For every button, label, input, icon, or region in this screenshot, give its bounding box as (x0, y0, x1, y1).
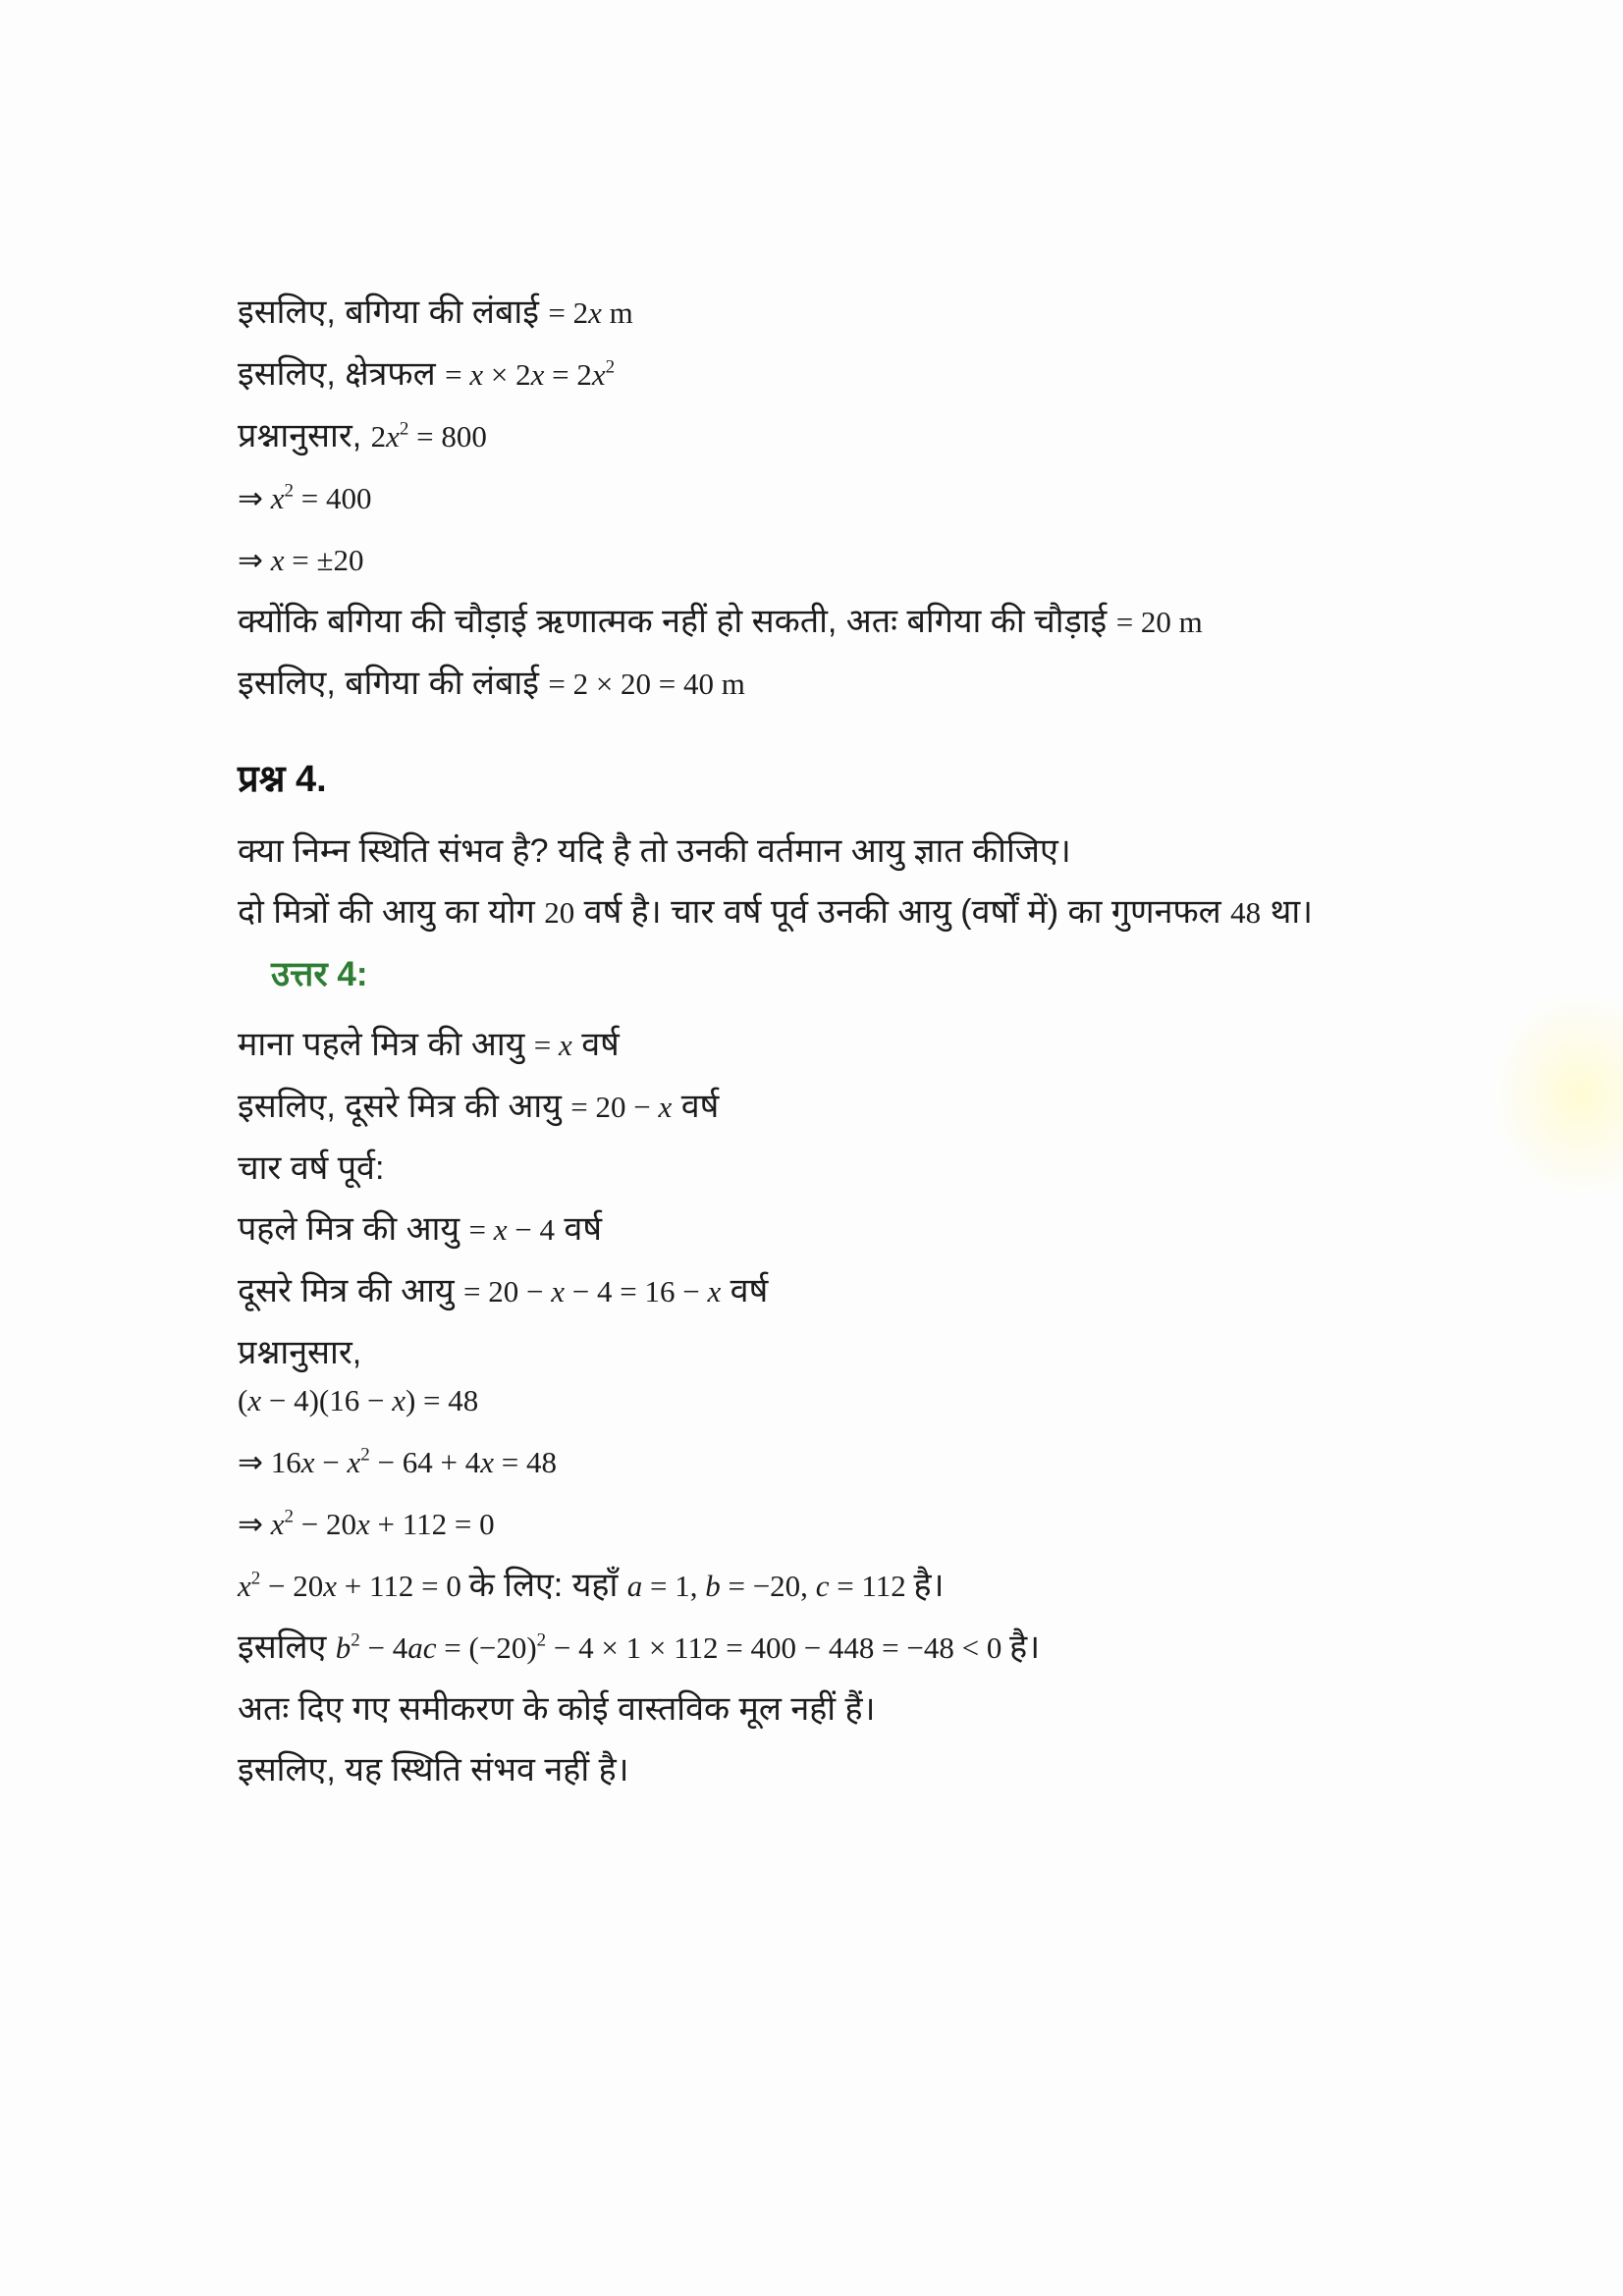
math-segment: ⇒ (238, 543, 271, 577)
math-segment: x (588, 295, 602, 330)
text-line (238, 1378, 1574, 1422)
text-segment: था। (1261, 893, 1314, 931)
math-segment: x (347, 1445, 361, 1479)
math-segment: = 2 (548, 295, 589, 330)
text-line (238, 1687, 1574, 1731)
math-segment: ) = 48 (405, 1383, 479, 1417)
text-segment: प्रश्नानुसार, (238, 417, 371, 454)
math-segment: b (705, 1569, 721, 1603)
text-segment: वर्ष (721, 1272, 769, 1309)
math-segment: − 4 × 1 × 112 = 400 − 448 = −48 < 0 (546, 1630, 1010, 1665)
math-segment: = 400 (294, 481, 372, 515)
answer4-body (238, 1023, 1574, 1791)
text-line (238, 1440, 1574, 1484)
text-segment: चार वर्ष पूर्व: (238, 1149, 385, 1187)
math-segment: x (355, 1507, 370, 1541)
math-segment: ⇒ 16 (238, 1445, 301, 1479)
math-segment: m (601, 295, 633, 330)
math-segment: x (707, 1274, 722, 1308)
math-segment: = 112 (829, 1569, 914, 1603)
math-segment: = (−20) (436, 1630, 537, 1665)
text-segment: इसलिए, बगिया की लंबाई (238, 665, 549, 702)
math-segment: = (468, 1212, 494, 1247)
math-segment: = 48 (493, 1445, 557, 1479)
text-segment: पहले मित्र की आयु (238, 1210, 469, 1248)
math-segment: x (480, 1445, 494, 1479)
math-segment: x (591, 357, 606, 392)
math-segment: x (386, 419, 400, 454)
text-segment: वर्ष है। चार वर्ष पूर्व उनकी आयु (वर्षों में) का गुणनफल (574, 893, 1231, 931)
math-segment: x (270, 543, 285, 577)
math-segment: x (392, 1383, 406, 1417)
text-segment: वर्ष (672, 1088, 720, 1125)
math-segment: = 800 (408, 419, 487, 454)
text-line (238, 414, 1574, 458)
text-segment: क्या निम्न स्थिति संभव है? यदि है तो उनकी वर्तमान आयु ज्ञात कीजिए। (238, 832, 1071, 870)
document-content (238, 291, 1574, 1809)
math-segment: 2 (536, 1629, 547, 1651)
math-segment: × 2 (483, 357, 531, 392)
text-line (238, 1564, 1574, 1608)
math-segment: x (300, 1445, 315, 1479)
text-line (238, 352, 1574, 397)
math-segment: x (658, 1090, 673, 1124)
text-line (238, 291, 1574, 335)
math-segment: = 2 × 20 = 40 m (548, 667, 745, 701)
text-segment: माना पहले मित्र की आयु (238, 1026, 534, 1063)
math-segment: 20 (544, 895, 575, 930)
text-segment: वर्ष (554, 1210, 602, 1248)
math-segment: 2 (250, 1568, 261, 1589)
solution3-continuation (238, 291, 1574, 706)
math-segment: − 4 = 16 − (565, 1274, 708, 1308)
math-segment: = −20, (720, 1569, 816, 1603)
math-segment: 2 (370, 419, 387, 454)
text-line (238, 1331, 1574, 1374)
text-segment: क्योंकि बगिया की चौड़ाई ऋणात्मक नहीं हो सकती, अतः बगिया की चौड़ाई (238, 603, 1116, 640)
text-line (238, 1207, 1574, 1252)
math-segment: + 112 = 0 (337, 1569, 469, 1603)
math-segment: 48 (1230, 895, 1262, 930)
math-segment: = 20 − (570, 1090, 659, 1124)
text-segment: इसलिए, बगिया की लंबाई (238, 294, 549, 331)
math-segment: = 1, (642, 1569, 706, 1603)
math-segment: 2 (351, 1629, 360, 1651)
text-segment: दो मित्रों की आयु का योग (238, 893, 545, 931)
text-segment: वर्ष (571, 1026, 620, 1063)
math-segment: b (335, 1630, 352, 1665)
text-line (238, 1269, 1574, 1313)
math-segment: − 4)(16 − (261, 1383, 393, 1417)
text-line (238, 1502, 1574, 1546)
math-segment: = ±20 (284, 543, 364, 577)
math-segment: 2 (284, 1506, 294, 1527)
math-segment: x (270, 481, 285, 515)
text-segment: है। (913, 1567, 945, 1604)
math-segment: 2 (284, 480, 294, 502)
math-segment: 2 (360, 1444, 370, 1466)
math-segment: − 64 + 4 (369, 1445, 481, 1479)
text-segment: इसलिए, दूसरे मित्र की आयु (238, 1088, 571, 1125)
text-line (238, 1085, 1574, 1129)
question4-heading: प्रश्न 4. (238, 759, 327, 800)
math-segment: x (551, 1274, 566, 1308)
math-segment: 2 (399, 418, 409, 440)
math-segment: 2 (605, 356, 616, 378)
text-line (238, 1023, 1574, 1067)
text-line (238, 1748, 1574, 1791)
math-segment: x (559, 1028, 572, 1062)
math-segment: x (323, 1569, 338, 1603)
math-segment: − 20 (260, 1569, 324, 1603)
math-segment: x (469, 357, 484, 392)
math-segment: = 2 (544, 357, 592, 392)
question4-body (238, 829, 1574, 934)
math-segment: ( (238, 1383, 248, 1417)
math-segment: x (238, 1569, 251, 1603)
text-segment: प्रश्नानुसार, (238, 1334, 362, 1371)
math-segment: = 20 − (463, 1274, 552, 1308)
text-line (238, 476, 1574, 520)
text-line (238, 1147, 1574, 1190)
answer4-heading: उत्तर 4: (271, 955, 368, 993)
math-segment: x (493, 1212, 508, 1247)
math-segment: = 20 m (1115, 605, 1203, 639)
math-segment: c (815, 1569, 830, 1603)
text-segment: है। (1009, 1629, 1041, 1666)
text-line (238, 600, 1574, 644)
math-segment: + 112 = 0 (369, 1507, 495, 1541)
math-segment: − 20 (294, 1507, 356, 1541)
math-segment: − (314, 1445, 348, 1479)
text-line (238, 662, 1574, 706)
math-segment: x (247, 1383, 262, 1417)
math-segment: a (626, 1569, 643, 1603)
text-segment: इसलिए (238, 1629, 336, 1666)
math-segment: x (270, 1507, 285, 1541)
math-segment: = (533, 1028, 559, 1062)
math-segment: ⇒ (238, 481, 271, 515)
math-segment: ⇒ (238, 1507, 271, 1541)
math-segment: = (445, 357, 470, 392)
math-segment: − 4 (507, 1212, 555, 1247)
text-line (238, 890, 1574, 934)
text-line (238, 538, 1574, 582)
math-segment: x (530, 357, 545, 392)
text-segment: अतः दिए गए समीकरण के कोई वास्तविक मूल नहीं हैं। (238, 1690, 876, 1728)
text-segment: इसलिए, क्षेत्रफल (238, 355, 446, 393)
text-line (238, 1626, 1574, 1670)
text-segment: दूसरे मित्र की आयु (238, 1272, 464, 1309)
math-segment: ac (407, 1630, 437, 1665)
text-segment: के लिए: यहाँ (468, 1567, 627, 1604)
math-segment: − 4 (359, 1630, 408, 1665)
text-line (238, 829, 1574, 873)
text-segment: इसलिए, यह स्थिति संभव नहीं है। (238, 1751, 629, 1789)
